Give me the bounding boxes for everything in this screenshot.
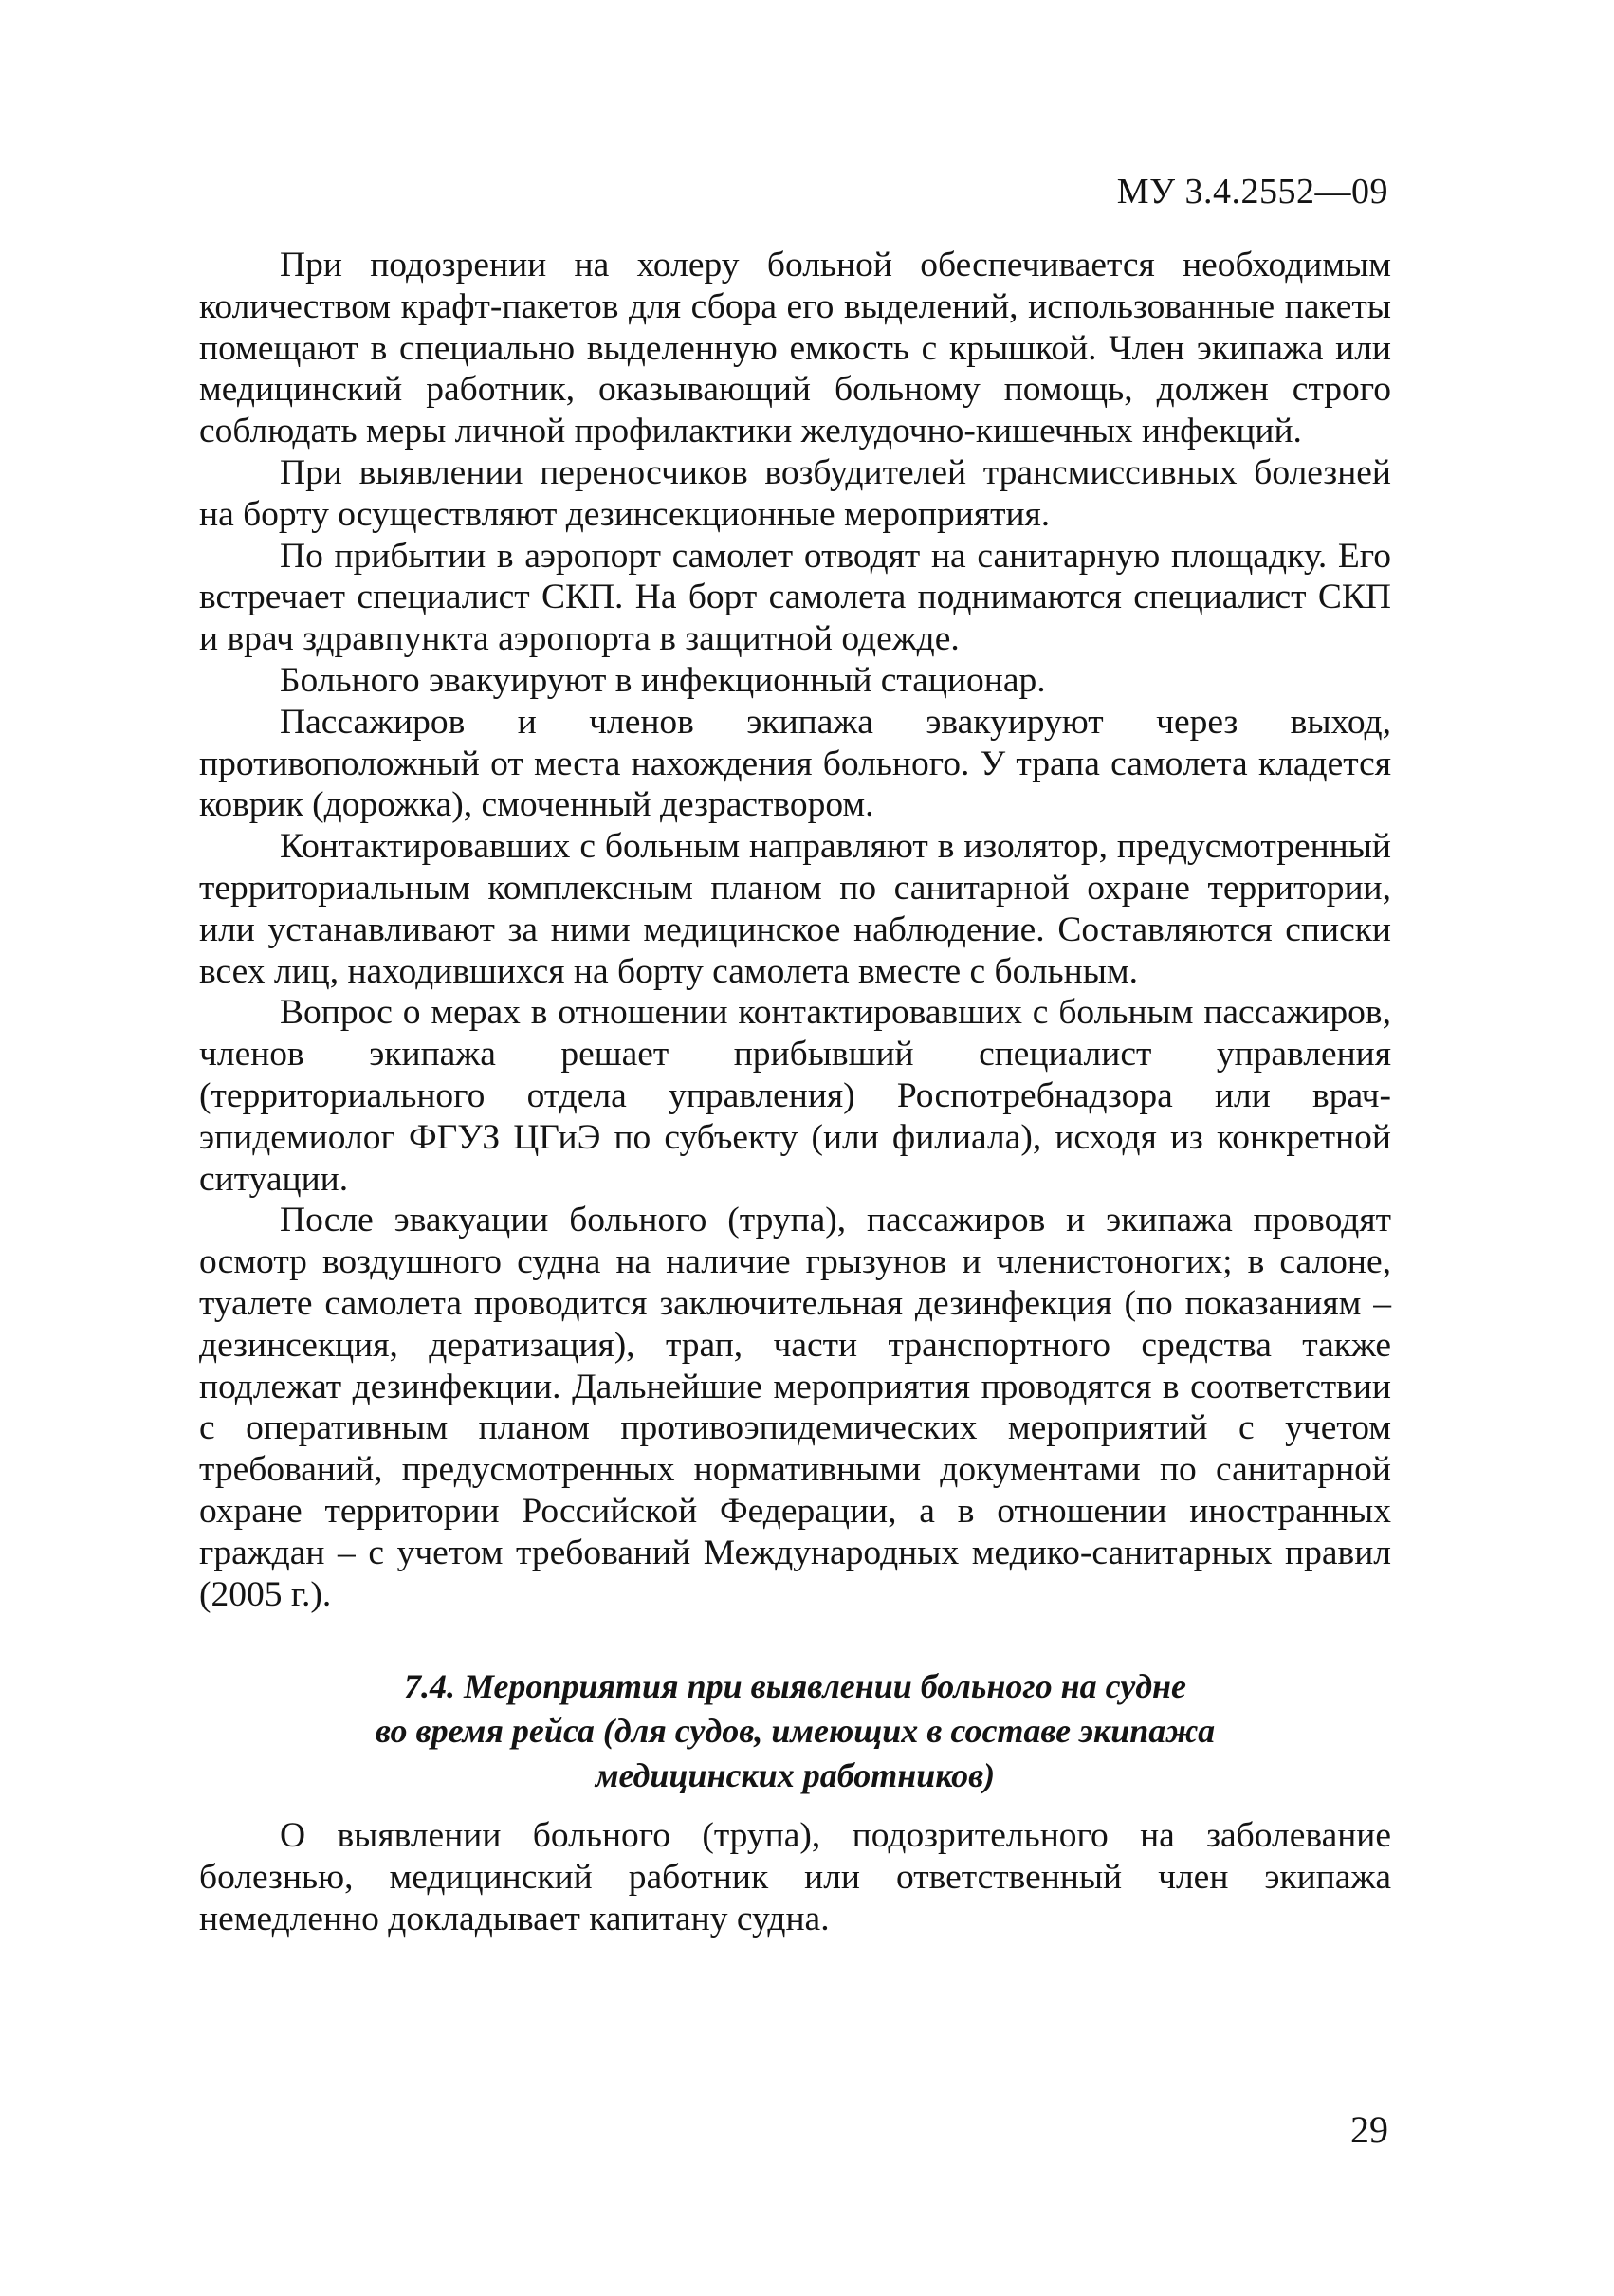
paragraph: После эвакуации больного (трупа), пассажиров и экипажа проводят осмотр воздушного судна на наличие грызунов и членистоногих; в салоне, туалете самолета проводится заключительная дезинфекция (по показаниям – дезинсекция, дератизация), трап, части транспортного средства также подлежат дезинфекции. Дальнейшие мероприятия проводятся в соответствии с оперативным планом противоэпидемических мероприятий с учетом требований, предусмотренных нормативными документами по санитарной охране территории Российской Федерации, а в отношении иностранных граждан – с учетом требований Международных медико-санитарных правил (2005 г.). bbox=[199, 1201, 1391, 1614]
paragraph: Контактировавших с больным направляют в изолятор, предусмотренный территориальным комплексным планом по санитарной охране территории, или устанавливают за ними медицинское наблюдение. Составляются списки всех лиц, находившихся на борту самолета вместе с больным. bbox=[199, 827, 1391, 991]
section-paragraph: О выявлении больного (трупа), подозрительного на заболевание болезнью, медицинский работник или ответственный член экипажа немедленно докладывает капитану судна. bbox=[199, 1816, 1391, 1938]
paragraph: Вопрос о мерах в отношении контактировавших с больным пассажиров, членов экипажа решает прибывший специалист управления (территориального отдела управления) Роспотребнадзора или врач-эпидемиолог ФГУЗ ЦГиЭ по субъекту (или филиала), исходя из конкретной ситуации. bbox=[199, 993, 1391, 1199]
paragraph: По прибытии в аэропорт самолет отводят на санитарную площадку. Его встречает специалист СКП. На борт самолета поднимаются специалист СКП и врач здравпункта аэропорта в защитной одежде. bbox=[199, 536, 1391, 659]
page-number: 29 bbox=[1350, 2108, 1388, 2151]
document-code: МУ 3.4.2552—09 bbox=[1116, 172, 1388, 211]
section-heading-line: медицинских работников) bbox=[595, 1756, 996, 1795]
section-heading-line: во время рейса (для судов, имеющих в составе экипажа bbox=[375, 1712, 1216, 1751]
section-heading-line: 7.4. Мероприятия при выявлении больного на судне bbox=[403, 1667, 1187, 1706]
paragraph: Пассажиров и членов экипажа эвакуируют через выход, противоположный от места нахождения больного. У трапа самолета кладется коврик (дорожка), смоченный дезраствором. bbox=[199, 702, 1391, 825]
section-heading bbox=[199, 1664, 1391, 1798]
paragraph: При выявлении переносчиков возбудителей трансмиссивных болезней на борту осуществляют дезинсекционные мероприятия. bbox=[199, 452, 1391, 534]
body-text bbox=[199, 245, 1391, 1940]
paragraph: При подозрении на холеру больной обеспечивается необходимым количеством крафт-пакетов для сбора его выделений, использованные пакеты помещают в специально выделенную емкость с крышкой. Член экипажа или медицинский работник, оказывающий больному помощь, должен строго соблюдать меры личной профилактики желудочно-кишечных инфекций. bbox=[199, 246, 1391, 451]
paragraph: Больного эвакуируют в инфекционный стационар. bbox=[280, 660, 1046, 700]
